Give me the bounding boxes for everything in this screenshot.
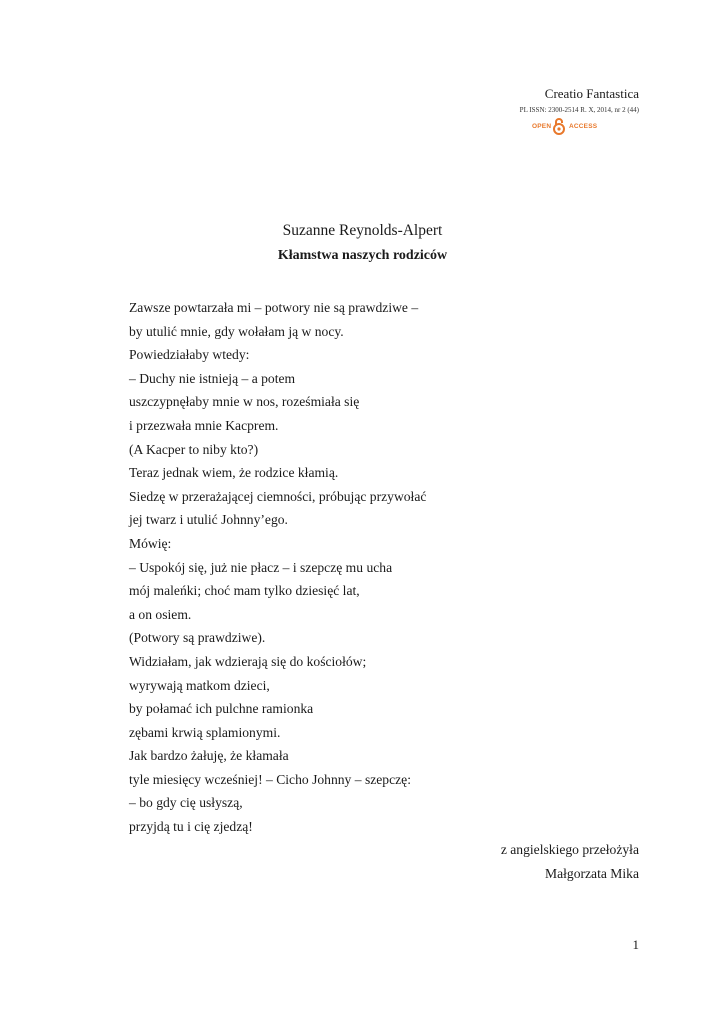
translator-line: z angielskiego przełożyła <box>500 842 639 857</box>
poem-line: Siedzę w przerażającej ciemności, próbując przywołać <box>129 488 427 504</box>
poem-line: jej twarz i utulić Johnny’ego. <box>129 512 288 528</box>
translator-credit <box>501 838 639 885</box>
issn-line: PL ISSN: 2300-2514 R. X, 2014, nr 2 (44) <box>519 106 639 114</box>
poem-title: Kłamstwa naszych rodziców <box>277 248 448 263</box>
open-access-lock-icon <box>552 117 566 135</box>
poem-line: mój maleńki; choć mam tylko dziesięć lat, <box>129 583 360 599</box>
poem-line: – Duchy nie istnieją – a potem <box>129 370 296 386</box>
poem-line: przyjdą tu i cię zjedzą! <box>129 819 253 835</box>
poem-line: by utulić mnie, gdy wołałam ją w nocy. <box>129 323 344 339</box>
poem-body <box>129 296 426 839</box>
poem-line: (Potwory są prawdziwe). <box>129 630 266 646</box>
poem-line: – bo gdy cię usłyszą, <box>129 795 243 811</box>
page-number: 1 <box>632 937 639 952</box>
poem-line: – Uspokój się, już nie płacz – i szepczę mu ucha <box>129 559 393 575</box>
translator-name: Małgorzata Mika <box>545 865 639 881</box>
poem-line: Jak bardzo żałuję, że kłamała <box>129 748 289 764</box>
poem-line: Mówię: <box>129 535 172 551</box>
open-access-left-word: OPEN <box>532 123 552 130</box>
open-access-logo <box>532 117 602 135</box>
poem-line: (A Kacper to niby kto?) <box>129 441 259 457</box>
journal-header <box>520 86 639 115</box>
poem-line: Zawsze powtarzała mi – potwory nie są prawdziwe – <box>129 300 419 315</box>
journal-name: Creatio Fantastica <box>544 86 639 101</box>
poem-line: zębami krwią splamionymi. <box>129 724 281 740</box>
poem-line: uszczypnęłaby mnie w nos, roześmiała się <box>129 394 360 410</box>
poem-line: i przezwała mnie Kacprem. <box>129 417 279 433</box>
poem-line: by połamać ich pulchne ramionka <box>129 701 314 717</box>
poem-line: Widziałam, jak wdzierają się do kościołów; <box>129 653 367 669</box>
poem-line: Powiedziałaby wtedy: <box>129 347 250 363</box>
poem-line: wyrywają matkom dzieci, <box>129 677 270 693</box>
open-access-right-word: ACCESS <box>569 123 598 130</box>
poem-line: a on osiem. <box>129 606 192 622</box>
author-name: Suzanne Reynolds-Alpert <box>282 222 443 239</box>
poem-line: Teraz jednak wiem, że rodzice kłamią. <box>129 465 339 481</box>
poem-line: tyle miesięcy wcześniej! – Cicho Johnny – szepczę: <box>129 771 411 787</box>
